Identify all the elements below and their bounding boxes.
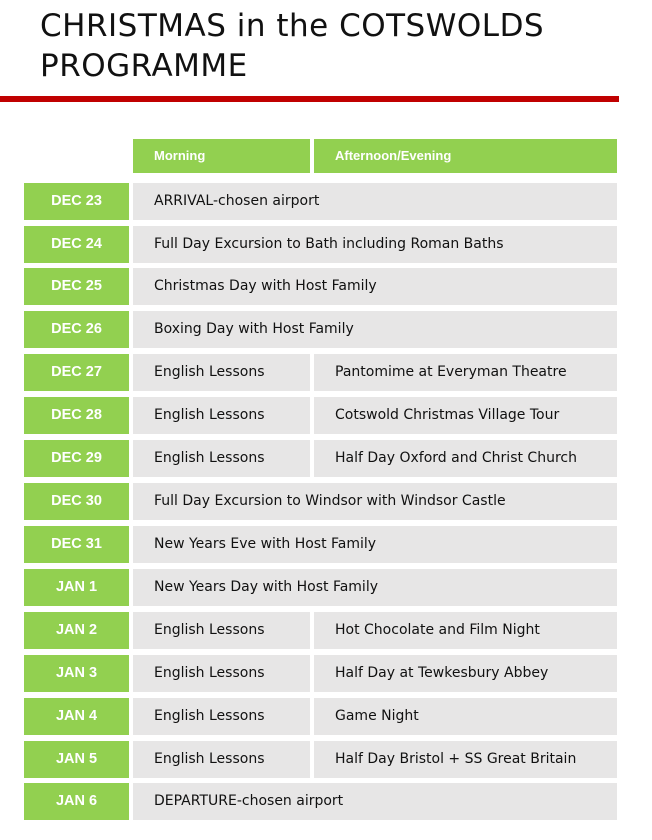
afternoon-cell: Hot Chocolate and Film Night (314, 612, 617, 649)
afternoon-cell: Half Day at Tewkesbury Abbey (314, 655, 617, 692)
date-cell: DEC 29 (24, 440, 129, 477)
title-line-2: PROGRAMME (40, 48, 248, 84)
afternoon-cell: Game Night (314, 698, 617, 735)
table-row (24, 526, 617, 563)
header-afternoon-evening: Afternoon/Evening (314, 139, 617, 173)
table-row (24, 354, 617, 391)
morning-cell: English Lessons (133, 354, 310, 391)
table-row (24, 655, 617, 692)
afternoon-cell: Half Day Bristol + SS Great Britain (314, 741, 617, 778)
date-cell: DEC 30 (24, 483, 129, 520)
table-row (24, 741, 617, 778)
full-day-cell: Full Day Excursion to Bath including Roman Baths (133, 226, 617, 263)
table-row (24, 483, 617, 520)
date-cell: JAN 4 (24, 698, 129, 735)
morning-cell: English Lessons (133, 655, 310, 692)
date-cell: JAN 6 (24, 783, 129, 820)
table-row (24, 183, 617, 220)
table-row (24, 311, 617, 348)
date-cell: JAN 2 (24, 612, 129, 649)
table-row (24, 569, 617, 606)
date-cell: DEC 24 (24, 226, 129, 263)
date-cell: JAN 1 (24, 569, 129, 606)
full-day-cell: Boxing Day with Host Family (133, 311, 617, 348)
afternoon-cell: Cotswold Christmas Village Tour (314, 397, 617, 434)
full-day-cell: DEPARTURE-chosen airport (133, 783, 617, 820)
title-divider (0, 96, 619, 102)
afternoon-cell: Half Day Oxford and Christ Church (314, 440, 617, 477)
full-day-cell: Full Day Excursion to Windsor with Windsor Castle (133, 483, 617, 520)
table-row (24, 612, 617, 649)
date-cell: DEC 27 (24, 354, 129, 391)
morning-cell: English Lessons (133, 741, 310, 778)
afternoon-cell: Pantomime at Everyman Theatre (314, 354, 617, 391)
morning-cell: English Lessons (133, 698, 310, 735)
date-cell: DEC 28 (24, 397, 129, 434)
full-day-cell: ARRIVAL-chosen airport (133, 183, 617, 220)
date-cell: DEC 23 (24, 183, 129, 220)
full-day-cell: New Years Eve with Host Family (133, 526, 617, 563)
table-row (24, 268, 617, 305)
table-row (24, 783, 617, 820)
date-cell: JAN 3 (24, 655, 129, 692)
date-cell: JAN 5 (24, 741, 129, 778)
table-row (24, 698, 617, 735)
morning-cell: English Lessons (133, 397, 310, 434)
table-row (24, 226, 617, 263)
morning-cell: English Lessons (133, 612, 310, 649)
full-day-cell: New Years Day with Host Family (133, 569, 617, 606)
date-cell: DEC 26 (24, 311, 129, 348)
date-cell: DEC 31 (24, 526, 129, 563)
table-row (24, 440, 617, 477)
morning-cell: English Lessons (133, 440, 310, 477)
title-line-1: CHRISTMAS in the COTSWOLDS (40, 8, 545, 44)
full-day-cell: Christmas Day with Host Family (133, 268, 617, 305)
header-morning: Morning (133, 139, 310, 173)
date-cell: DEC 25 (24, 268, 129, 305)
page-title (40, 6, 544, 86)
table-row (24, 397, 617, 434)
